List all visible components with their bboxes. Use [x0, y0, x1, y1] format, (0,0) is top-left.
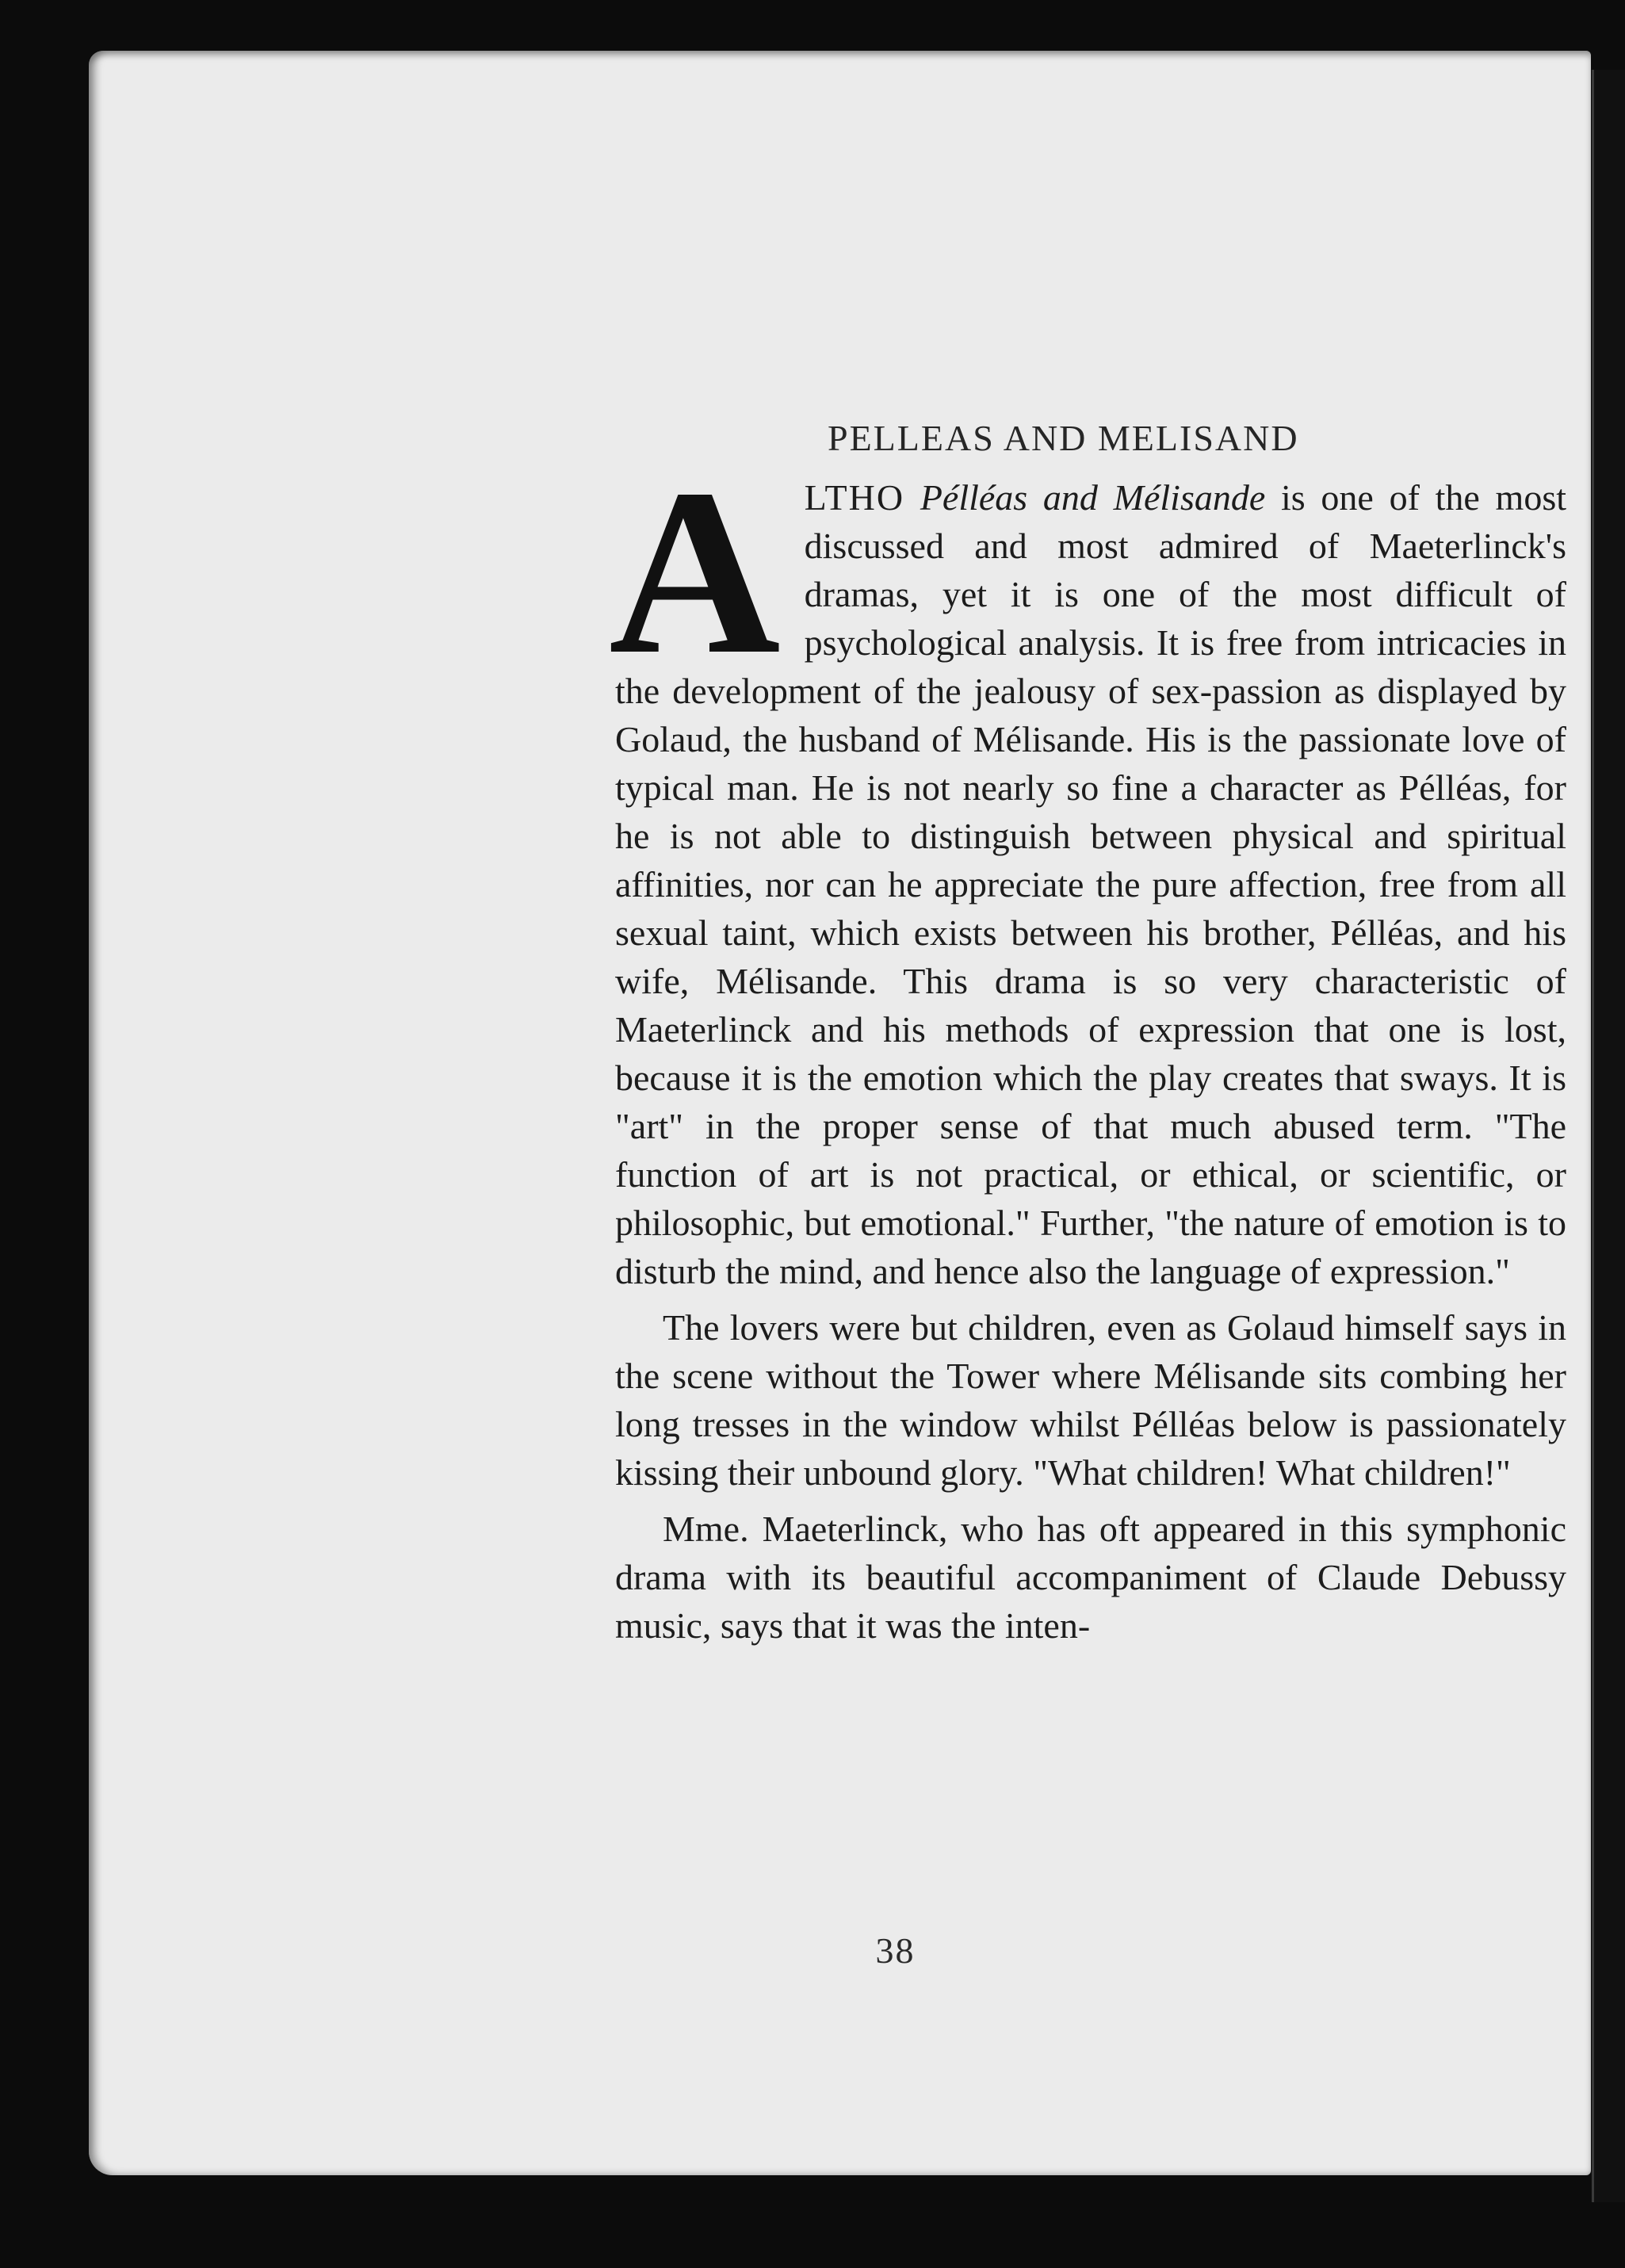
page-number: 38 [875, 1930, 916, 1971]
paragraph-1-text: is one of the most discussed and most admired of Maeterlinck's dramas, yet it is one of the most difficult of psychological analysis. It is free from intricacies in the development of the jealousy of sex-passion as displayed by Golaud, the husband of Mélisande. His is the passionate love of typical man. He is not nearly so fine a character as Pélléas, for he is not able to distinguish between physical and spiritual affinities, nor can he appreciate the pure affection, free from all sexual taint, which exists between his brother, Pélléas, and his wife, Mélisande. This drama is so very characteristic of Maeterlinck and his methods of expression that one is lost, because it is the emotion which the play creates that sways. It is "art" in the proper sense of that much abused term. "The function of art is not practical, or ethical, or scientific, or philosophic, but emotional." Further, "the nature of emotion is to disturb the mind, and hence also the language of expression." [615, 477, 1567, 1291]
book-page [89, 51, 1591, 2175]
play-title-italic: Pélléas and Mélisande [920, 477, 1266, 518]
paragraph-2: The lovers were but children, even as Golaud himself says in the scene without the Tower where Mélisande sits combing her long tresses in the window whilst Pélléas below is passionately kissing their unbound glory. "What children! What children!" [615, 1307, 1566, 1493]
chapter-title: PELLEAS AND MELISAND [828, 418, 1299, 458]
drop-cap: A [609, 440, 781, 703]
paragraph-3: Mme. Maeterlinck, who has oft appeared in this symphonic drama with its beautiful accompaniment of Claude Debussy music, says that it was the inten- [615, 1509, 1566, 1646]
paragraph-1 [609, 440, 1567, 1295]
text-block [609, 414, 1567, 1650]
opening-word: LTHO [804, 477, 905, 518]
adjacent-page-edge [1592, 70, 1625, 2202]
